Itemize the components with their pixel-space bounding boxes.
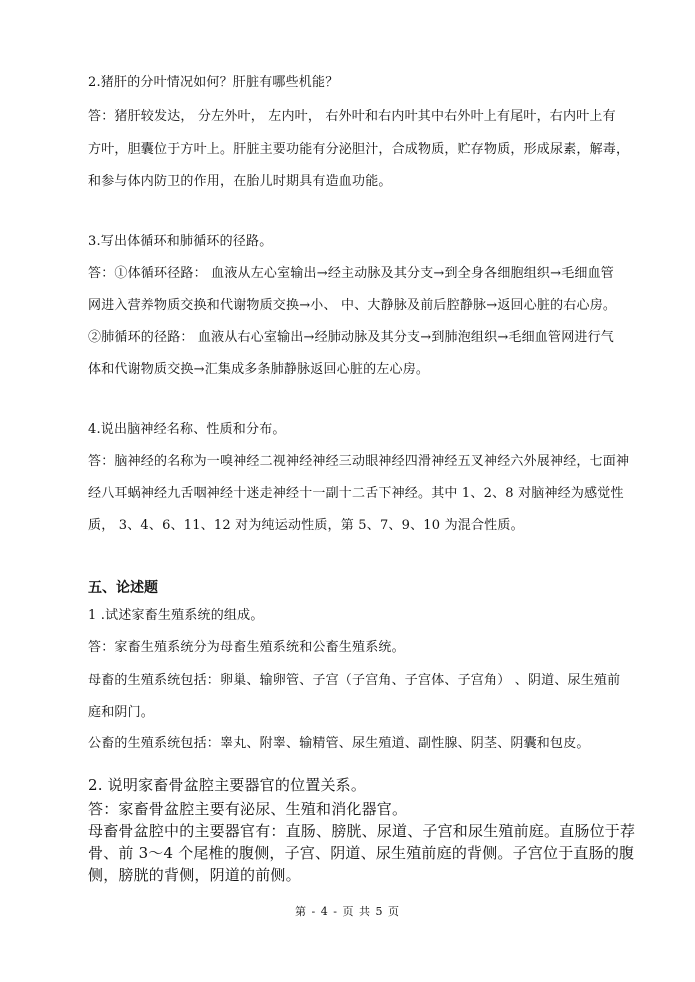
section-5-question-1-line-1: 答：家畜生殖系统分为母畜生殖系统和公畜生殖系统。 bbox=[88, 640, 405, 655]
question-2-title: 2.猪肝的分叶情况如何？肝脏有哪些机能？ bbox=[88, 75, 339, 90]
section-5-question-2-title: 2. 说明家畜骨盆腔主要器官的位置关系。 bbox=[88, 776, 367, 794]
question-3-answer-line-2: 网进入营养物质交换和代谢物质交换→小、 中、大静脉及前后腔静脉→返回心脏的右心房。 bbox=[88, 298, 617, 313]
question-4-title: 4.说出脑神经名称、性质和分布。 bbox=[88, 422, 286, 437]
question-3-answer-line-1: 答：①体循环径路： 血液从左心室输出→经主动脉及其分支→到全身各细胞组织→毛细血管 bbox=[88, 266, 615, 281]
question-4-answer-line-2: 经八耳蜗神经九舌咽神经十迷走神经十一副十二舌下神经。其中 1、2、8 对脑神经为感觉性 bbox=[88, 486, 624, 501]
page-number-footer: 第 - 4 - 页 共 5 页 bbox=[295, 905, 400, 918]
question-2-answer-line-3: 和参与体内防卫的作用，在胎儿时期具有造血功能。 bbox=[88, 174, 392, 189]
question-2-answer-line-1: 答：猪肝较发达， 分左外叶， 左内叶， 右外叶和右内叶其中右外叶上有尾叶，右内叶上有 bbox=[88, 109, 616, 124]
section-5-question-2-line-4: 侧，膀胱的背侧，阴道的前侧。 bbox=[88, 866, 301, 884]
section-5-question-1-line-3: 庭和阴门。 bbox=[88, 705, 155, 720]
question-2-answer-line-2: 方叶，胆囊位于方叶上。肝脏主要功能有分泌胆汁，合成物质，贮存物质，形成尿素，解毒， bbox=[88, 142, 630, 157]
question-3-answer-line-3: ②肺循环的径路： 血液从右心室输出→经肺动脉及其分支→到肺泡组织→毛细血管网进行气 bbox=[88, 330, 615, 345]
section-5-question-1-line-4: 公畜的生殖系统包括：睾丸、附睾、输精管、尿生殖道、副性腺、阴茎、阴囊和包皮。 bbox=[88, 736, 590, 751]
question-4-answer-line-1: 答：脑神经的名称为一嗅神经二视神经神经三动眼神经四滑神经五叉神经六外展神经，七面神 bbox=[88, 454, 630, 469]
question-4-answer-line-3: 质， 3、4、6、11、12 对为纯运动性质，第 5、7、9、10 为混合性质。 bbox=[88, 518, 524, 533]
question-3-answer-line-4: 体和代谢物质交换→汇集成多条肺静脉返回心脏的左心房。 bbox=[88, 362, 430, 377]
section-5-question-2-line-3: 骨、前 3～4 个尾椎的腹侧，子宫、阴道、尿生殖前庭的背侧。子宫位于直肠的腹 bbox=[88, 844, 635, 862]
section-5-question-1-line-2: 母畜的生殖系统包括：卵巢、输卵管、子宫（子宫角、子宫体、子宫角） 、阴道、尿生殖前 bbox=[88, 673, 621, 688]
section-5-question-2-line-1: 答：家畜骨盆腔主要有泌尿、生殖和消化器官。 bbox=[88, 800, 408, 818]
section-5-question-1-title: 1 .试述家畜生殖系统的组成。 bbox=[88, 608, 264, 623]
question-3-title: 3.写出体循环和肺循环的径路。 bbox=[88, 234, 273, 249]
section-5-question-2-line-2: 母畜骨盆腔中的主要器官有：直肠、膀胱、尿道、子宫和尿生殖前庭。直肠位于荐 bbox=[88, 822, 636, 840]
section-5-heading: 五、论述题 bbox=[88, 580, 158, 596]
